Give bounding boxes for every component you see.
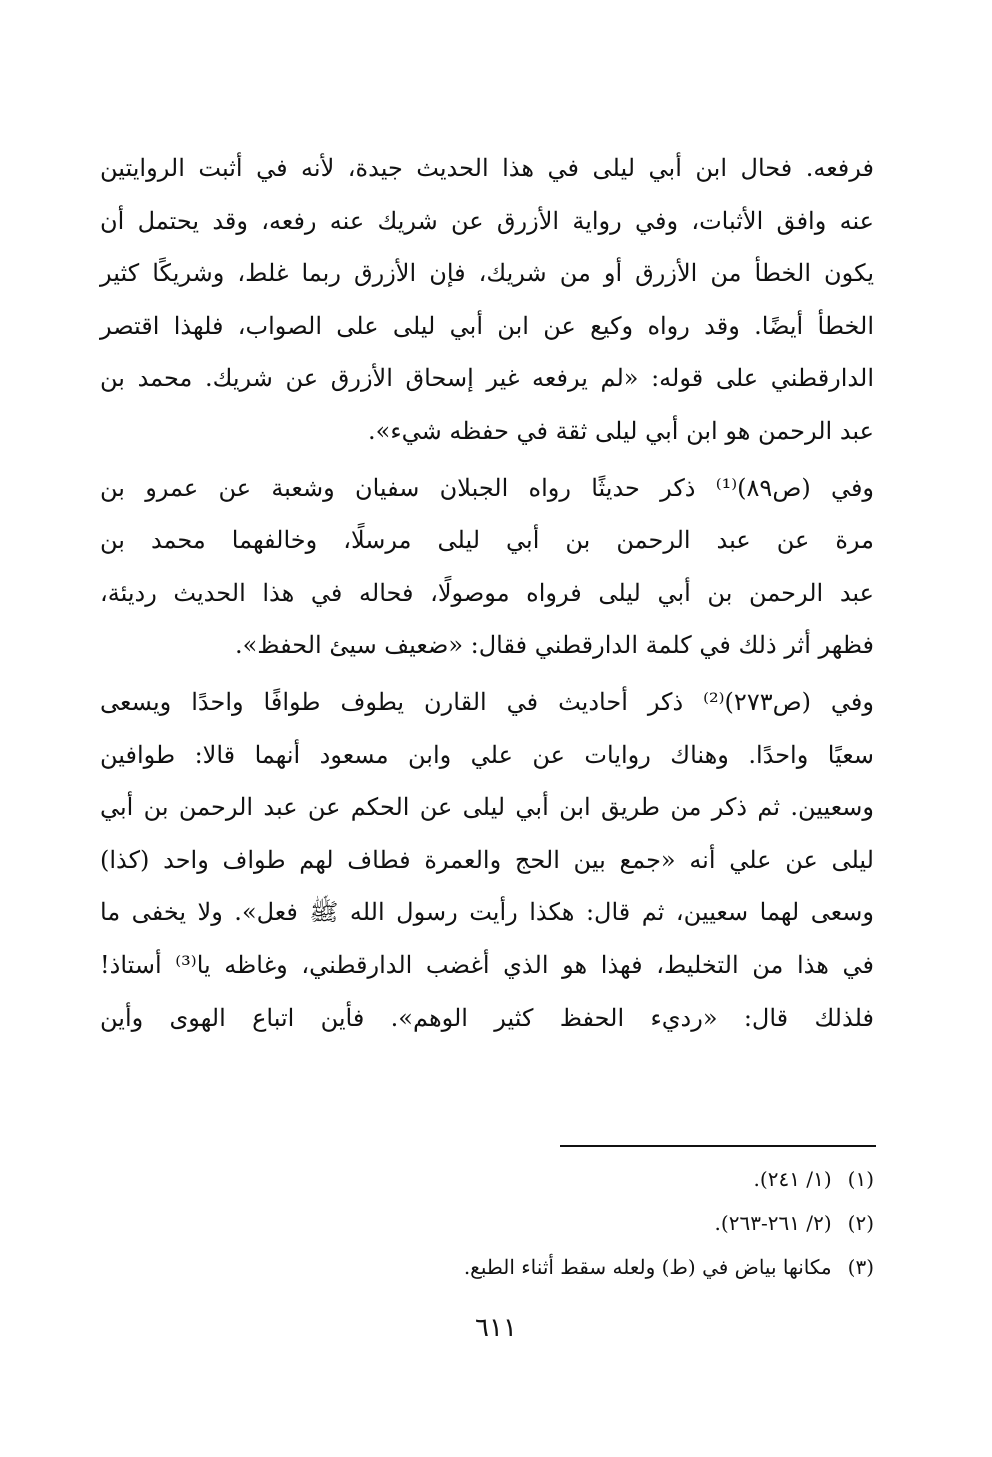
paragraph-2 [100, 462, 874, 672]
footnotes [174, 1157, 874, 1289]
text-line: الدارقطني على قوله: «لم يرفعه غير إسحاق الأزرق عن شريك. محمد بن [100, 364, 874, 393]
text-line: عبد الرحمن هو ابن أبي ليلى ثقة في حفظه شيء». [368, 416, 874, 445]
text-line: ليلى عن علي أنه «جمع بين الحج والعمرة فطاف لهم طواف واحد (كذا) [100, 845, 874, 874]
text-line: عنه وافق الأثبات، وفي رواية الأزرق عن شريك عنه رفعه، وقد يحتمل أن [100, 206, 874, 235]
footnote-text: (١/ ٢٤١). [753, 1167, 832, 1191]
footnote-1 [174, 1157, 874, 1201]
footnote-2 [174, 1201, 874, 1245]
text-line: سعيًا واحدًا. وهناك روايات عن علي وابن مسعود أنهما قالا: طوافين [100, 740, 874, 769]
footnote-text: مكانها بياض في (ط) ولعله سقط أثناء الطبع. [463, 1255, 832, 1279]
text-line: وفي (ص٢٧٣)⁽²⁾ ذكر أحاديث في القارن يطوف طوافًا واحدًا ويسعى [100, 687, 874, 716]
footnote-number: (١) [847, 1167, 874, 1191]
page-number: ٦١١ [475, 1313, 517, 1343]
text-line: فظهر أثر ذلك في كلمة الدارقطني فقال: «ضعيف سيئ الحفظ». [234, 631, 874, 660]
text-line: فرفعه. فحال ابن أبي ليلى في هذا الحديث جيدة، لأنه في أثبت الروايتين [100, 154, 874, 182]
footnote-3 [174, 1245, 874, 1289]
paragraph-1 [100, 142, 874, 458]
text-line: يكون الخطأ من الأزرق أو من شريك، فإن الأزرق ربما غلط، وشريكًا كثير [100, 259, 874, 288]
paragraph-3 [100, 676, 874, 1044]
footnote-text: (٢/ ٢٦١-٢٦٣). [714, 1211, 832, 1235]
text-line: وسعى لهما سعيين، ثم قال: هكذا رأيت رسول الله ﷺ فعل». ولا يخفى ما [100, 898, 875, 927]
footnote-number: (٣) [847, 1255, 874, 1279]
text-line: عبد الرحمن بن أبي ليلى فرواه موصولًا، فحاله في هذا الحديث رديئة، [100, 578, 874, 607]
body-text [100, 142, 874, 1044]
text-line: الخطأ أيضًا. وقد رواه وكيع عن ابن أبي ليلى على الصواب، فلهذا اقتصر [100, 311, 874, 340]
text-line: فلذلك قال: «رديء الحفظ كثير الوهم». فأين اتباع الهوى وأين [100, 1003, 874, 1032]
text-line: في هذا من التخليط، فهذا هو الذي أغضب الدارقطني، وغاظه يا⁽³⁾ أستاذ! [100, 950, 874, 979]
footnote-divider [560, 1145, 876, 1147]
text-line: وسعيين. ثم ذكر من طريق ابن أبي ليلى عن الحكم عن عبد الرحمن بن أبي [100, 793, 874, 822]
text-line: وفي (ص٨٩)⁽¹⁾ ذكر حديثًا رواه الجبلان سفيان وشعبة عن عمرو بن [100, 473, 875, 502]
footnote-number: (٢) [847, 1211, 874, 1235]
text-line: مرة عن عبد الرحمن بن أبي ليلى مرسلًا، وخالفهما محمد بن [100, 526, 875, 555]
